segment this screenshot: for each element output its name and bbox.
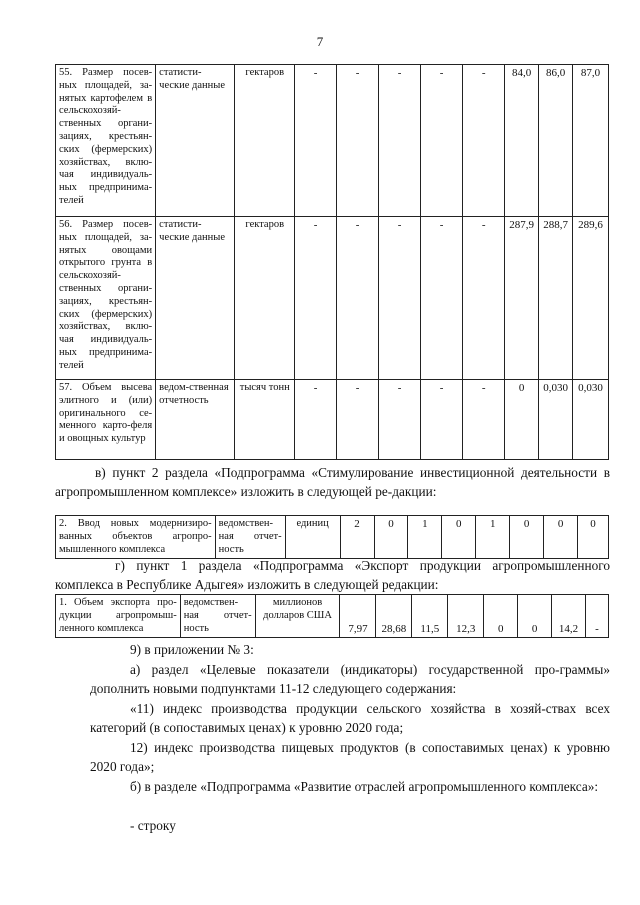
indicator-name: 57. Объем высева элитного и (или) оригинального се-менного карто-феля и овощных культур	[56, 380, 156, 460]
table-row	[56, 217, 609, 380]
value-cell: -	[585, 595, 608, 638]
value-cell: 7,97	[340, 595, 376, 638]
table-row	[56, 65, 609, 217]
value-cell: -	[379, 380, 421, 460]
value-cell: -	[295, 380, 337, 460]
indicator-source: ведом-ственная отчетность	[156, 380, 235, 460]
paragraph-9: 9) в приложении № 3:	[130, 642, 254, 657]
value-cell: 289,6	[573, 217, 609, 380]
indicator-source: ведомствен-ная отчет-ность	[180, 595, 255, 638]
indicator-name: 56. Размер посев-ных площадей, за-нятых овощами открытого грунта в сельскохозяй-ственных органи-зациях, крестьян-ских (фермерских) хозяйствах, вклю-чая индивидуаль-ных предпринима-телей	[56, 217, 156, 380]
indicator-unit: миллионов долларов США	[255, 595, 340, 638]
value-cell: -	[295, 65, 337, 217]
investment-table	[55, 515, 609, 559]
value-cell: 288,7	[539, 217, 573, 380]
value-cell: -	[379, 65, 421, 217]
value-cell: 0	[505, 380, 539, 460]
value-cell: -	[421, 217, 463, 380]
indicator-unit: тысяч тонн	[235, 380, 295, 460]
paragraph-b: б) в разделе «Подпрограмма «Развитие отраслей агропромышленного комплекса»:	[130, 779, 599, 794]
indicator-name: 55. Размер посев-ных площадей, за-нятых картофелем в сельскохозяй-ственных органи-зациях, крестьян-ских (фермерских) хозяйствах, вклю-чая индивидуаль-ных предпринима-телей	[56, 65, 156, 217]
value-cell: -	[463, 217, 505, 380]
value-cell: 11,5	[412, 595, 448, 638]
export-table	[55, 594, 609, 638]
value-cell: -	[337, 217, 379, 380]
value-cell: -	[379, 217, 421, 380]
paragraph-g: г) пункт 1 раздела «Подпрограмма «Экспорт продукции агропромышленного комплекса в Республике Адыгея» изложить в следующей редакции:	[55, 558, 610, 592]
indicator-source: статисти-ческие данные	[156, 65, 235, 217]
value-cell: 1	[408, 516, 442, 559]
value-cell: 0	[374, 516, 408, 559]
value-cell: 287,9	[505, 217, 539, 380]
value-cell: 0	[544, 516, 578, 559]
value-cell: -	[463, 65, 505, 217]
indicator-name: 2. Ввод новых модернизиро-ванных объектов агропро-мышленного комплекса	[56, 516, 216, 559]
value-cell: -	[463, 380, 505, 460]
paragraph-11: «11) индекс производства продукции сельского хозяйства в хозяй-ствах всех категорий (в сопоставимых ценах) к уровню 2020 года;	[90, 701, 610, 735]
value-cell: 28,68	[376, 595, 412, 638]
indicator-source: статисти-ческие данные	[156, 217, 235, 380]
value-cell: 0	[442, 516, 476, 559]
value-cell: 0,030	[539, 380, 573, 460]
indicator-unit: гектаров	[235, 65, 295, 217]
value-cell: -	[337, 65, 379, 217]
value-cell: 12,3	[448, 595, 484, 638]
value-cell: 87,0	[573, 65, 609, 217]
value-cell: 2	[340, 516, 374, 559]
table-row	[56, 380, 609, 460]
value-cell: -	[421, 65, 463, 217]
paragraph-v: в) пункт 2 раздела «Подпрограмма «Стимулирование инвестиционной деятельности в агропромышленном комплексе» изложить в следующей ре-дакции:	[55, 465, 610, 499]
value-cell: 0	[510, 516, 544, 559]
indicators-table	[55, 64, 609, 460]
table-row	[56, 516, 609, 559]
indicator-unit: гектаров	[235, 217, 295, 380]
value-cell: 1	[476, 516, 510, 559]
paragraph-12: 12) индекс производства пищевых продуктов (в сопоставимых ценах) к уровню 2020 года»;	[90, 740, 610, 774]
value-cell: -	[295, 217, 337, 380]
value-cell: 0	[578, 516, 609, 559]
indicator-source: ведомствен-ная отчет-ность	[215, 516, 285, 559]
value-cell: 0,030	[573, 380, 609, 460]
paragraph-a: а) раздел «Целевые показатели (индикаторы) государственной про-граммы» дополнить новыми подпунктами 11-12 следующего содержания:	[90, 662, 610, 696]
indicator-name: 1. Объем экспорта про-дукции агропромыш-ленного комплекса	[56, 595, 181, 638]
value-cell: 0	[484, 595, 518, 638]
value-cell: 84,0	[505, 65, 539, 217]
paragraph-row: - строку	[130, 818, 176, 833]
value-cell: 86,0	[539, 65, 573, 217]
value-cell: -	[421, 380, 463, 460]
page-number: 7	[316, 34, 324, 49]
value-cell: 14,2	[552, 595, 586, 638]
value-cell: 0	[518, 595, 552, 638]
value-cell: -	[337, 380, 379, 460]
indicator-unit: единиц	[285, 516, 340, 559]
table-row	[56, 595, 609, 638]
